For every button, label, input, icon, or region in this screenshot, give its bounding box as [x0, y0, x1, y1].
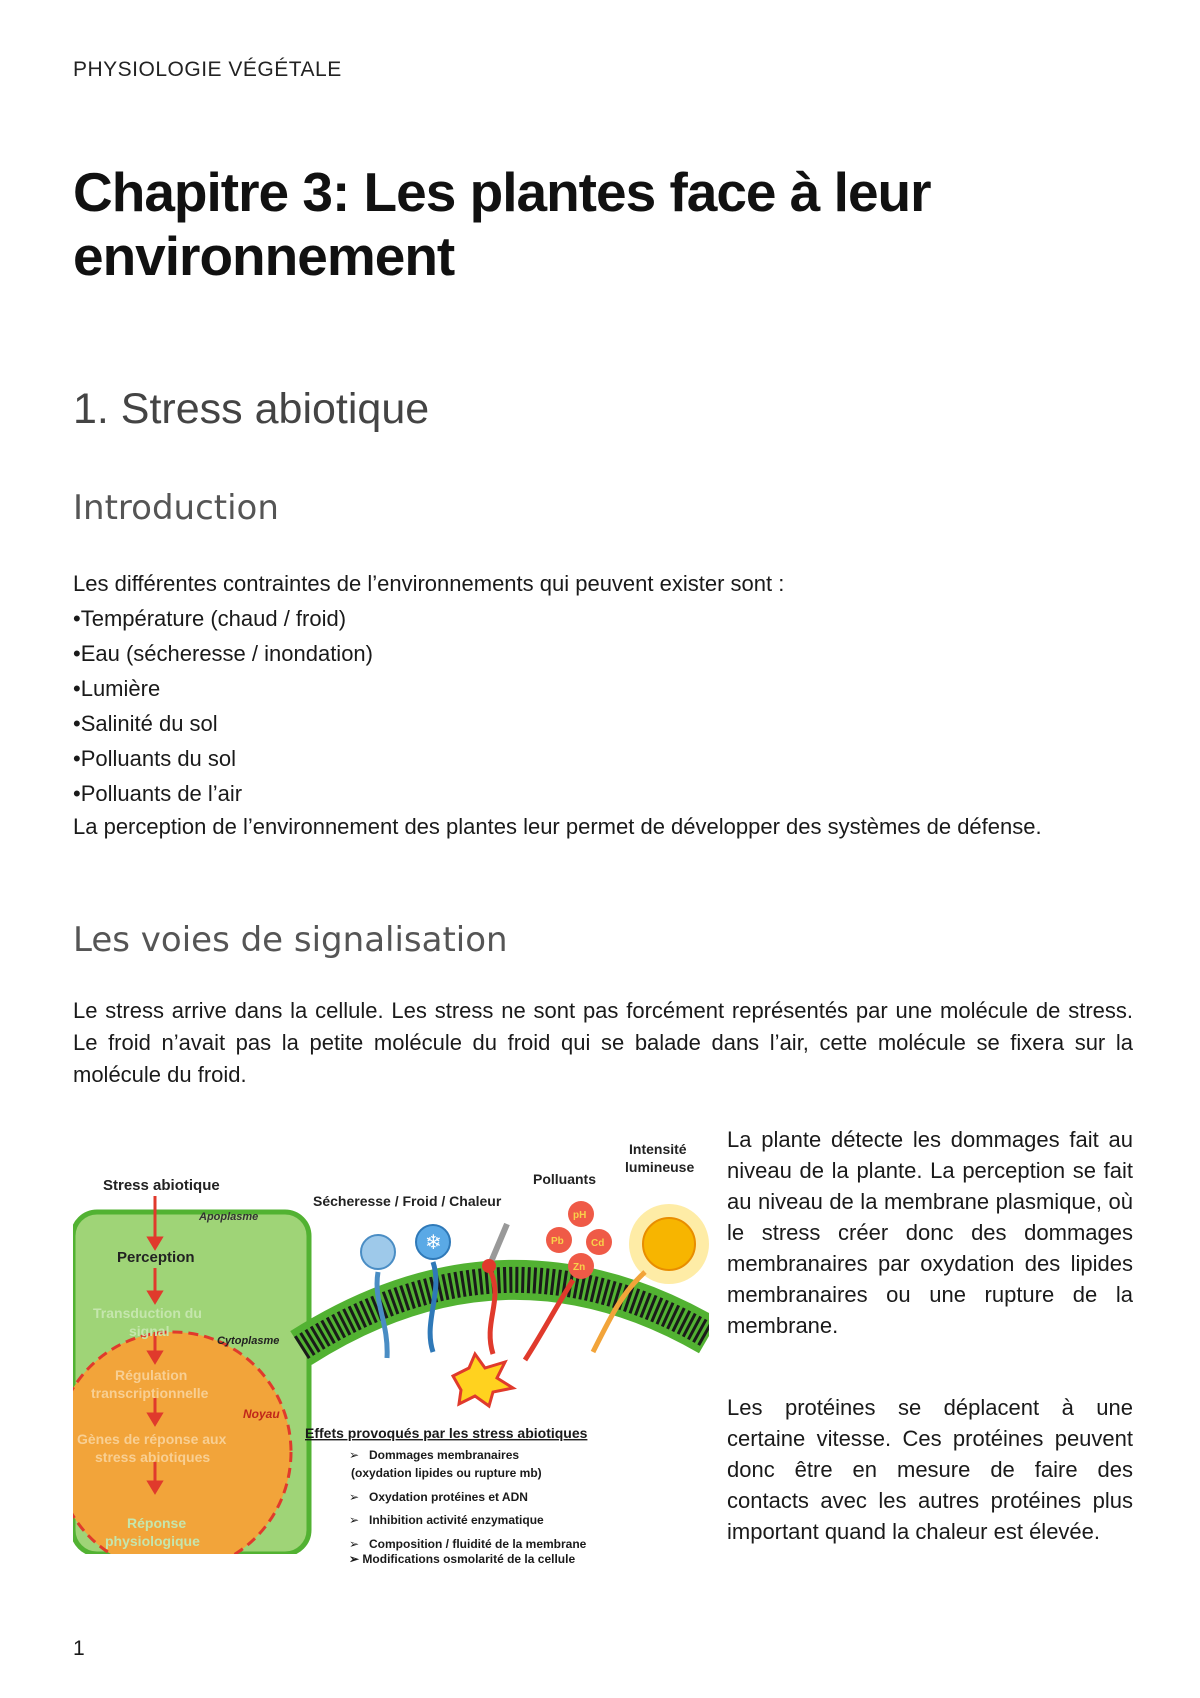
side-paragraph-2: Les protéines se déplacent à une certaine vitesse. Ces protéines peuvent donc être en mesure de faire des contacts avec les autres protéines plus important quand la chaleur est élevée.	[727, 1395, 1133, 1544]
effect-item: Modifications osmolarité de la cellule	[362, 1552, 576, 1566]
section-title: 1. Stress abiotique	[73, 385, 430, 433]
side-paragraph-1: La plante détecte les dommages fait au niveau de la plante. La perception se fait au niveau de la membrane plasmique, où le stress créer donc des dommages membranaires par oxydation des lipides membranaires ou une rupture de la membrane.	[727, 1127, 1133, 1338]
bullet-glyph: ➢	[349, 1490, 360, 1504]
list-item: • Eau (sécheresse / inondation)	[73, 636, 1133, 671]
intro-lead: Les différentes contraintes de l’environnements qui peuvent exister sont :	[73, 571, 785, 596]
running-header: PHYSIOLOGIE VÉGÉTALE	[73, 58, 342, 81]
regulation-label: Régulation	[115, 1367, 188, 1383]
list-item: • Salinité du sol	[73, 706, 1133, 741]
pollutants-label: Polluants	[533, 1171, 597, 1187]
response-label: Réponse	[127, 1515, 187, 1531]
effect-item: Composition / fluidité de la membrane	[369, 1537, 587, 1551]
apoplasm-label: Apoplasme	[199, 1211, 259, 1223]
genes-label: stress abiotiques	[95, 1449, 211, 1465]
effect-item: Oxydation protéines et ADN	[369, 1490, 528, 1504]
thermometer-bulb	[482, 1259, 496, 1273]
abiotic-stress-figure	[73, 1122, 709, 1566]
effects-title: Effets provoqués par les stress abiotiques	[305, 1425, 588, 1441]
thermometer-icon	[491, 1224, 507, 1262]
bullet-glyph: ➢	[349, 1448, 360, 1462]
response-label: physiologique	[105, 1533, 200, 1549]
ion-label: Cd	[591, 1238, 605, 1249]
signaling-heading: Les voies de signalisation	[73, 920, 508, 960]
ion-label: pH	[573, 1210, 587, 1221]
stress-label: Stress abiotique	[103, 1177, 220, 1194]
bullet-glyph: ➢	[349, 1537, 360, 1551]
page-number: 1	[73, 1637, 85, 1660]
list-item: • Polluants du sol	[73, 741, 1133, 776]
figure-illustration	[73, 1122, 709, 1554]
sun-icon	[643, 1218, 695, 1270]
list-item: • Polluants de l’air	[73, 776, 1133, 811]
intro-heading: Introduction	[73, 488, 279, 528]
damage-burst-icon	[453, 1354, 513, 1406]
intro-conclusion: La perception de l’environnement des plantes leur permet de développer des systèmes de défense.	[73, 814, 1042, 839]
genes-label: Gènes de réponse aux	[77, 1431, 227, 1447]
drop-icon	[361, 1235, 395, 1269]
light-intensity-label: lumineuse	[625, 1159, 695, 1175]
intro-block	[73, 566, 1133, 843]
regulation-label: transcriptionnelle	[91, 1385, 209, 1401]
cytoplasm-label: Cytoplasme	[217, 1335, 280, 1347]
chapter-title: Chapitre 3: Les plantes face à leur environnement	[73, 161, 931, 287]
effect-item-last	[349, 1552, 575, 1566]
drought-cold-heat-label: Sécheresse / Froid / Chaleur	[313, 1193, 502, 1209]
light-intensity-label: Intensité	[629, 1141, 687, 1157]
effect-item: Inhibition activité enzymatique	[369, 1513, 544, 1527]
list-item: • Lumière	[73, 671, 1133, 706]
constraints-list	[73, 601, 1133, 811]
bullet-glyph: ➢	[349, 1513, 360, 1527]
effect-item: Dommages membranaires	[369, 1448, 520, 1462]
signaling-paragraph: Le stress arrive dans la cellule. Les stress ne sont pas forcément représentés par une molécule de stress. Le froid n’avait pas la petite molécule du froid qui se balade dans l’air, cette molécule se fixera sur la molécule du froid.	[73, 998, 1133, 1087]
effect-note: (oxydation lipides ou rupture mb)	[351, 1466, 542, 1480]
nucleus-label: Noyau	[243, 1407, 280, 1421]
transduction-label: Transduction du	[93, 1305, 202, 1321]
transduction-label: signal	[129, 1323, 170, 1339]
ion-label: Pb	[551, 1236, 564, 1247]
list-item: • Température (chaud / froid)	[73, 601, 1133, 636]
perception-label: Perception	[117, 1249, 195, 1266]
ion-label: Zn	[573, 1262, 586, 1273]
snowflake-glyph: ❄	[425, 1232, 442, 1254]
bullet-glyph: ➢	[349, 1552, 360, 1566]
